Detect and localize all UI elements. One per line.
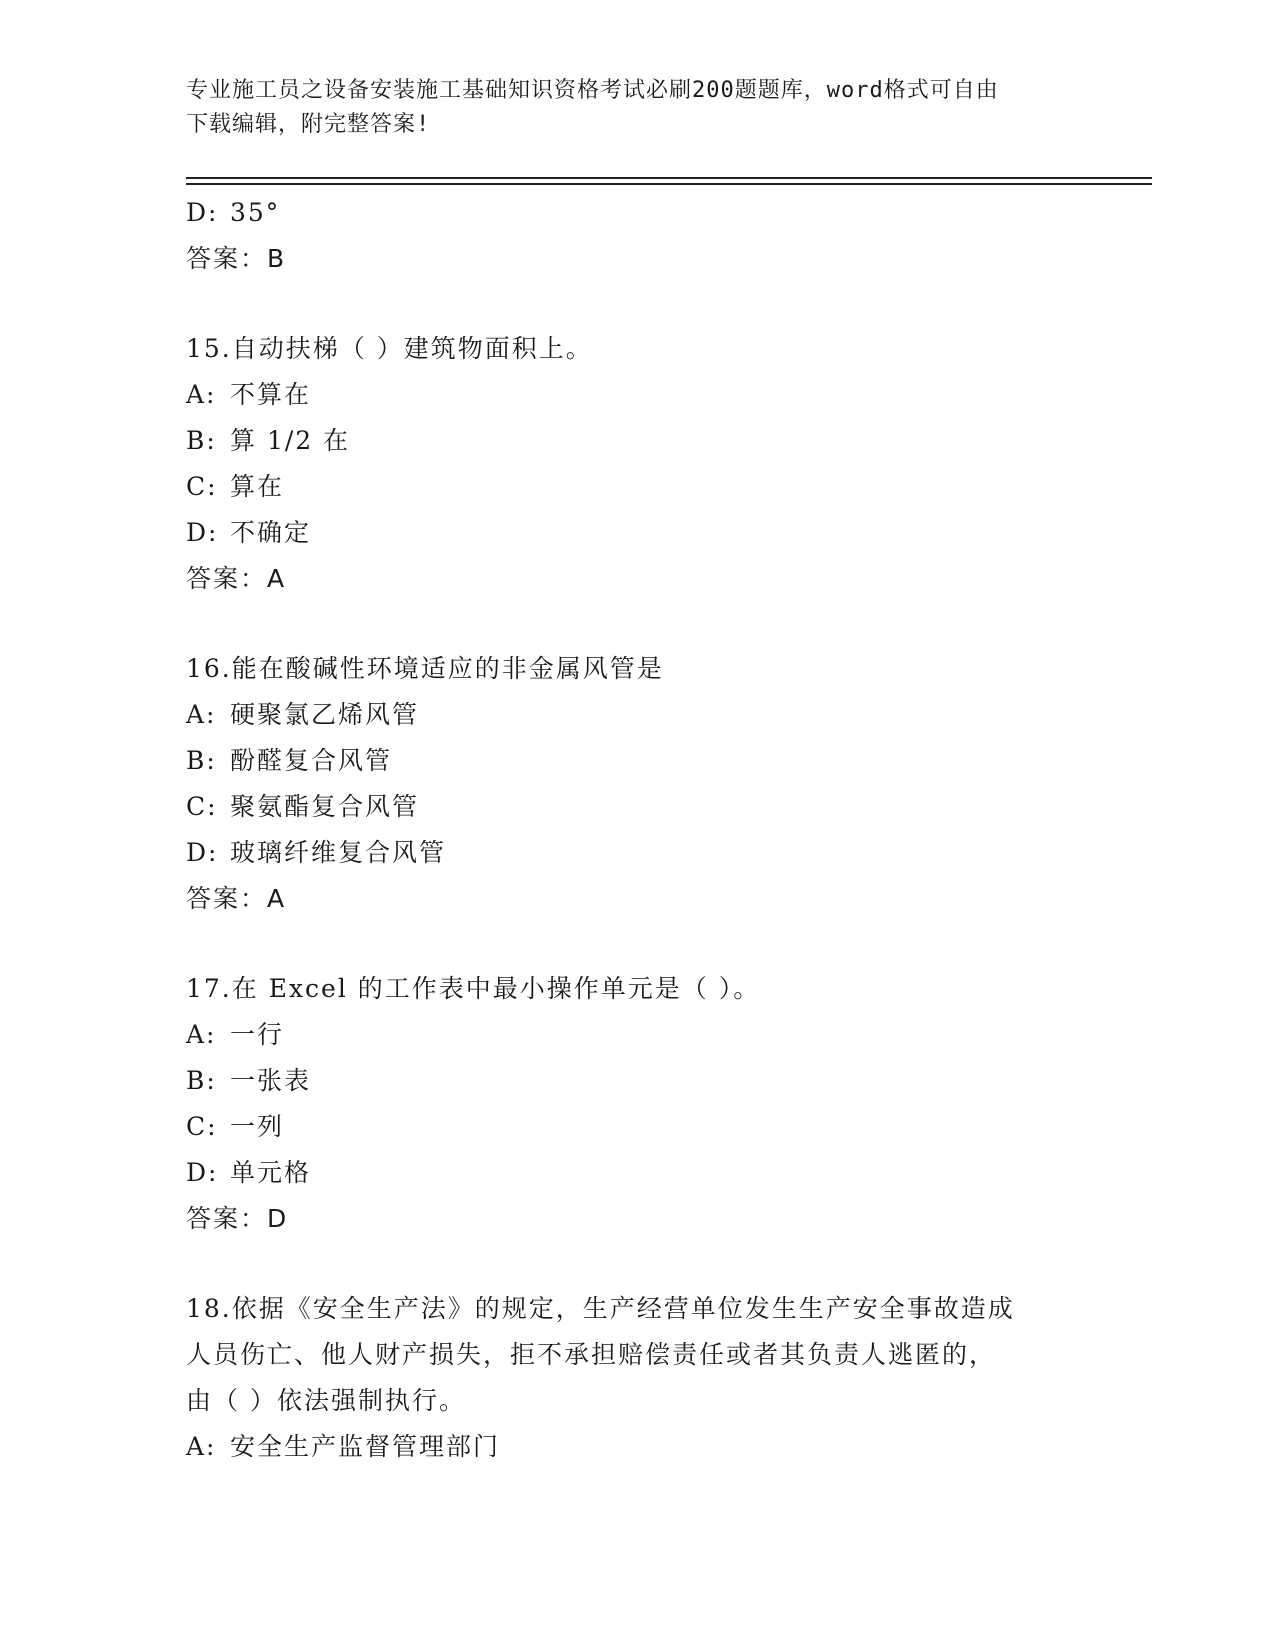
option-text: 安全生产监督管理部门 [230, 1432, 501, 1461]
answer-line: 答案：D [186, 1204, 289, 1233]
question-block [186, 326, 1106, 602]
header-rule-bottom [186, 183, 1152, 185]
option-letter: C: [186, 792, 218, 821]
option-letter: B: [186, 426, 217, 455]
question-stem-line: 17.在 Excel 的工作表中最小操作单元是（ ）。 [186, 974, 761, 1003]
option-letter: D: [186, 838, 219, 867]
question-block [186, 966, 1106, 1242]
document-header [186, 74, 1086, 142]
option-text: 硬聚氯乙烯风管 [230, 700, 420, 729]
option-letter: C: [186, 1112, 218, 1141]
option-text: 算 1/2 在 [230, 426, 351, 455]
option-text: 不确定 [230, 518, 312, 547]
option-text: 玻璃纤维复合风管 [230, 838, 447, 867]
option-line [186, 1104, 1106, 1150]
question-stem-line: 15.自动扶梯（ ）建筑物面积上。 [186, 334, 593, 363]
option-text: 35° [230, 198, 281, 227]
option-letter: A: [186, 380, 217, 409]
option-letter: B: [186, 746, 217, 775]
option-text: 算在 [230, 472, 285, 501]
header-rule-top [186, 177, 1152, 179]
option-letter: C: [186, 472, 218, 501]
option-line [186, 1424, 1106, 1470]
option-text: 一列 [230, 1112, 285, 1141]
option-letter: D: [186, 1158, 219, 1187]
option-letter: A: [186, 1020, 217, 1049]
option-text: 聚氨酯复合风管 [230, 792, 420, 821]
question-stem-line: 16.能在酸碱性环境适应的非金属风管是 [186, 654, 664, 683]
option-line [186, 830, 1106, 876]
answer-line: 答案：B [186, 244, 287, 273]
answer-line: 答案：A [186, 884, 287, 913]
question-block [186, 1286, 1106, 1470]
option-line [186, 418, 1106, 464]
option-letter: D: [186, 518, 219, 547]
option-letter: A: [186, 700, 217, 729]
option-line [186, 372, 1106, 418]
answer-line: 答案：A [186, 564, 287, 593]
option-line [186, 1058, 1106, 1104]
question-stem-line: 人员伤亡、他人财产损失，拒不承担赔偿责任或者其负责人逃匿的， [186, 1340, 997, 1369]
option-line [186, 464, 1106, 510]
option-text: 单元格 [230, 1158, 312, 1187]
option-text: 酚醛复合风管 [230, 746, 393, 775]
option-line [186, 692, 1106, 738]
option-letter: B: [186, 1066, 217, 1095]
option-text: 一行 [230, 1020, 285, 1049]
option-line [186, 1012, 1106, 1058]
question-list [186, 326, 1106, 1470]
option-line [186, 1150, 1106, 1196]
option-line [186, 784, 1106, 830]
option-text: 一张表 [230, 1066, 312, 1095]
option-d [186, 190, 1106, 236]
question-block [186, 646, 1106, 922]
option-line [186, 738, 1106, 784]
option-letter: D: [186, 198, 219, 227]
question-stem-line: 由（ ）依法强制执行。 [186, 1386, 466, 1415]
page-content [186, 190, 1106, 1470]
question-stem-line: 18.依据《安全生产法》的规定，生产经营单位发生生产安全事故造成 [186, 1294, 1015, 1323]
header-line-1: 专业施工员之设备安装施工基础知识资格考试必刷200题题库，word格式可自由 [186, 78, 999, 103]
header-line-2: 下载编辑，附完整答案! [186, 112, 431, 137]
option-line [186, 510, 1106, 556]
question-14-continuation [186, 190, 1106, 282]
option-letter: A: [186, 1432, 217, 1461]
option-text: 不算在 [230, 380, 312, 409]
